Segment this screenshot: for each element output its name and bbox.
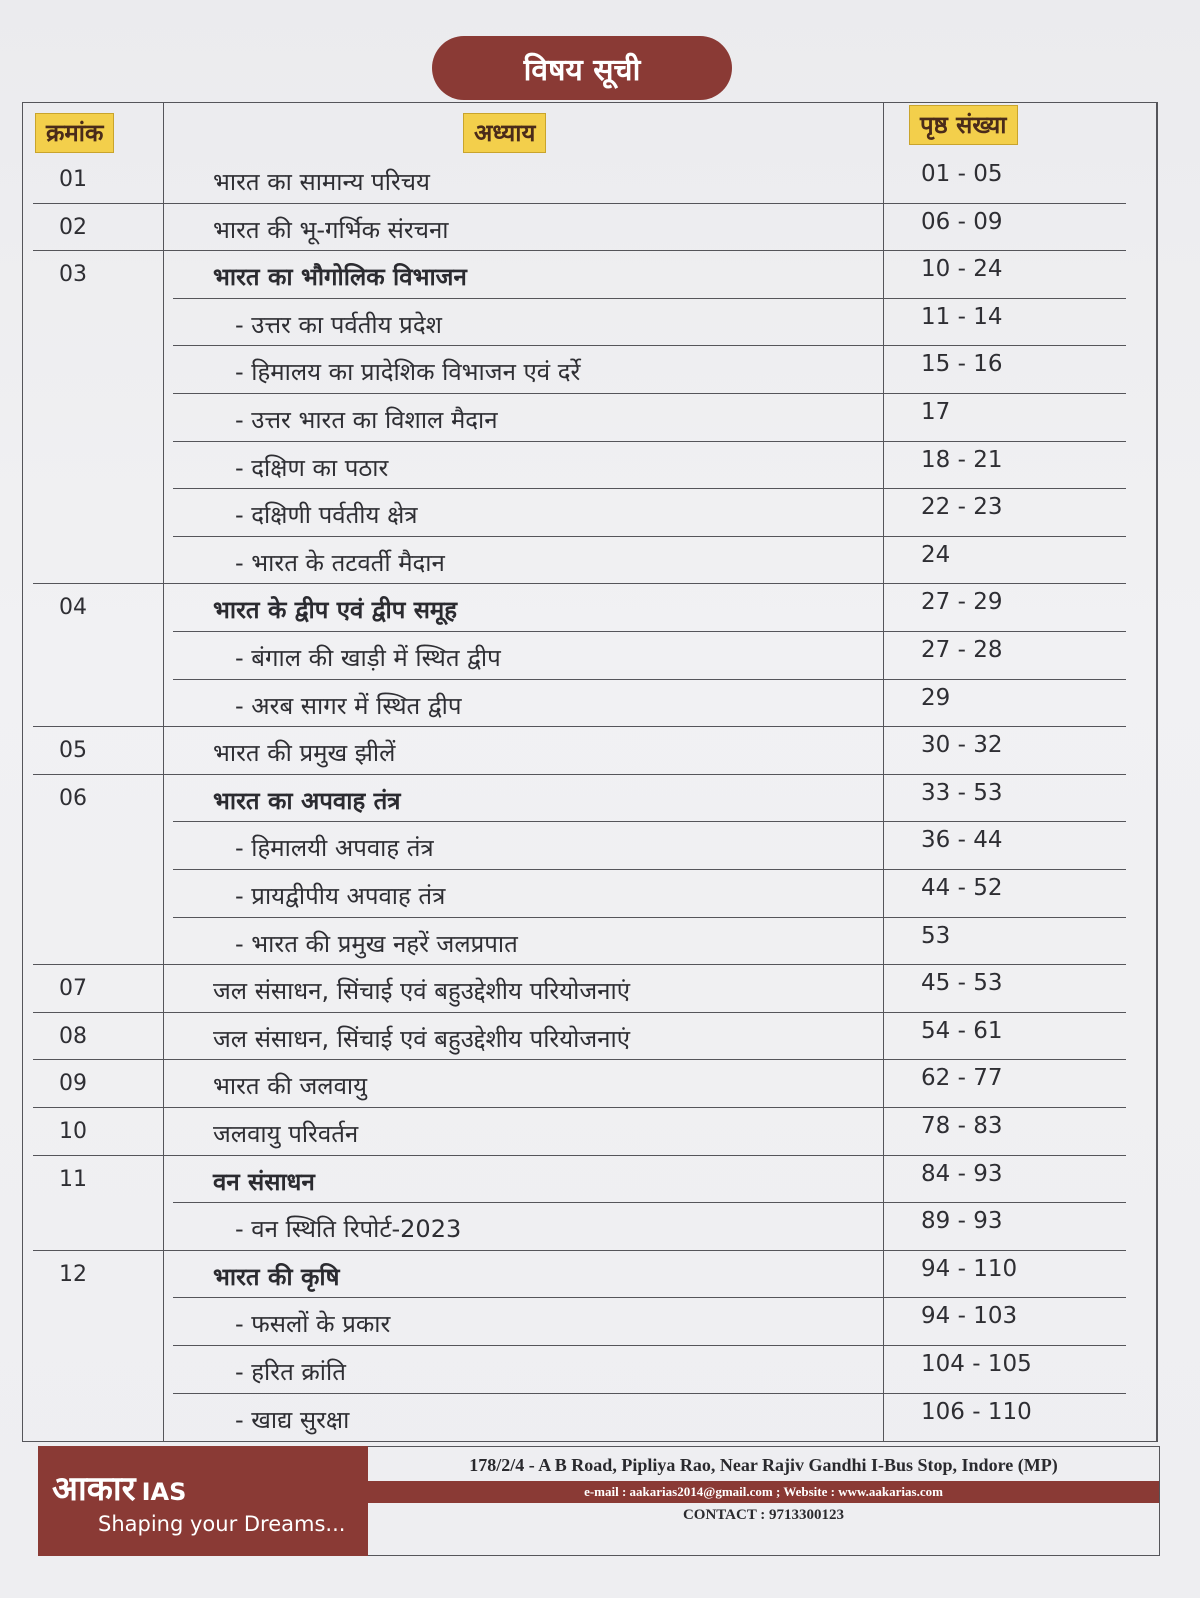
row-serial: 12: [59, 1261, 87, 1287]
row-pages: 15 - 16: [921, 351, 1003, 378]
toc-row: [23, 298, 1156, 346]
toc-row: [23, 1297, 1156, 1345]
email-website: e-mail : aakarias2014@gmail.com ; Website : www.aakarias.com: [368, 1481, 1159, 1503]
row-pages: 94 - 110: [921, 1255, 1018, 1282]
toc-row: [23, 1202, 1156, 1250]
row-chapter: - फसलों के प्रकार: [235, 1310, 391, 1339]
row-chapter: - हरित क्रांति: [235, 1358, 346, 1386]
toc-row: [23, 726, 1156, 774]
row-pages: 53: [921, 922, 951, 949]
row-pages: 104 - 105: [921, 1351, 1032, 1377]
toc-row: [23, 1107, 1156, 1155]
row-chapter: - हिमालयी अपवाह तंत्र: [235, 834, 434, 863]
toc-row: [23, 1345, 1156, 1393]
row-serial: 01: [59, 167, 87, 192]
contact-number: CONTACT : 9713300123: [682, 1507, 845, 1523]
toc-row: [23, 679, 1156, 727]
row-chapter: - हिमालय का प्रादेशिक विभाजन एवं दर्रे: [235, 358, 581, 387]
row-pages: 84 - 93: [921, 1160, 1003, 1187]
row-serial: 02: [59, 214, 87, 240]
row-chapter: वन संसाधन: [213, 1167, 315, 1196]
toc-row: [23, 393, 1156, 441]
row-chapter: भारत की प्रमुख झीलें: [213, 739, 396, 768]
toc-row: [23, 869, 1156, 917]
toc-row: [23, 1012, 1156, 1060]
row-chapter: - उत्तर भारत का विशाल मैदान: [235, 406, 498, 434]
row-pages: 45 - 53: [921, 970, 1003, 997]
row-chapter: - भारत की प्रमुख नहरें जलप्रपात: [235, 929, 518, 958]
row-pages: 22 - 23: [921, 494, 1003, 521]
row-pages: 36 - 44: [921, 827, 1003, 854]
row-chapter: - खाद्य सुरक्षा: [235, 1405, 350, 1434]
address-box: [368, 1446, 1160, 1556]
row-chapter: - दक्षिण का पठार: [235, 453, 389, 482]
toc-table: [22, 102, 1158, 1442]
row-pages: 18 - 21: [921, 446, 1003, 473]
row-pages: 33 - 53: [921, 779, 1003, 806]
toc-row: [23, 203, 1156, 251]
row-chapter: जलवायु परिवर्तन: [213, 1120, 359, 1148]
toc-row: [23, 821, 1156, 869]
row-chapter: - उत्तर का पर्वतीय प्रदेश: [235, 310, 442, 339]
row-pages: 44 - 52: [921, 875, 1003, 901]
row-pages: 30 - 32: [921, 732, 1003, 759]
toc-row: [23, 1250, 1156, 1298]
row-pages: 78 - 83: [921, 1113, 1003, 1139]
row-serial: 11: [59, 1166, 87, 1192]
toc-row: [23, 1059, 1156, 1107]
header-serial: क्रमांक: [35, 113, 114, 153]
row-chapter: - अरब सागर में स्थित द्वीप: [235, 691, 462, 720]
row-pages: 27 - 29: [921, 589, 1003, 616]
row-chapter: भारत की कृषि: [213, 1262, 340, 1291]
toc-row: [23, 1393, 1156, 1441]
toc-row: [23, 155, 1156, 203]
brand-logo: [52, 1464, 186, 1510]
header-chapter: अध्याय: [463, 113, 546, 153]
toc-row: [23, 917, 1156, 965]
row-pages: 29: [921, 684, 951, 711]
row-serial: 08: [59, 1023, 87, 1049]
row-serial: 04: [59, 595, 87, 621]
toc-row: [23, 583, 1156, 631]
brand-tagline: Shaping your Dreams...: [98, 1512, 346, 1536]
toc-row: [23, 441, 1156, 489]
row-pages: 10 - 24: [921, 256, 1003, 283]
row-serial: 07: [59, 976, 87, 1002]
brand-name: आकार: [52, 1469, 136, 1509]
row-chapter: भारत की जलवायु: [213, 1072, 368, 1101]
row-pages: 24: [921, 541, 951, 568]
row-pages: 62 - 77: [921, 1065, 1003, 1092]
toc-row: [23, 536, 1156, 584]
row-chapter: भारत के द्वीप एवं द्वीप समूह: [213, 596, 458, 625]
row-pages: 27 - 28: [921, 637, 1003, 663]
row-serial: 03: [59, 262, 87, 288]
address-text: 178/2/4 - A B Road, Pipliya Rao, Near Rajiv Gandhi I-Bus Stop, Indore (MP): [469, 1455, 1058, 1475]
row-chapter: - भारत के तटवर्ती मैदान: [235, 548, 445, 577]
toc-row: [23, 631, 1156, 679]
row-chapter: - वन स्थिति रिपोर्ट-2023: [235, 1215, 462, 1244]
toc-row: [23, 774, 1156, 822]
row-serial: 06: [59, 785, 87, 811]
row-pages: 01 - 05: [921, 161, 1003, 187]
row-pages: 17: [921, 399, 951, 425]
row-chapter: - बंगाल की खाड़ी में स्थित द्वीप: [235, 644, 501, 672]
row-chapter: - दक्षिणी पर्वतीय क्षेत्र: [235, 501, 418, 530]
row-pages: 11 - 14: [921, 303, 1003, 330]
row-serial: 05: [59, 738, 87, 764]
toc-row: [23, 1155, 1156, 1203]
toc-row: [23, 964, 1156, 1012]
row-chapter: भारत का अपवाह तंत्र: [213, 786, 401, 815]
brand-suffix: IAS: [141, 1478, 187, 1506]
page-title: विषय सूची: [432, 36, 732, 100]
row-chapter: भारत का सामान्य परिचय: [213, 168, 430, 196]
row-pages: 106 - 110: [921, 1398, 1032, 1425]
row-chapter: जल संसाधन, सिंचाई एवं बहुउद्देशीय परियोजनाएं: [213, 977, 630, 1006]
footer: [38, 1446, 1160, 1556]
row-chapter: जल संसाधन, सिंचाई एवं बहुउद्देशीय परियोजनाएं: [213, 1024, 630, 1053]
row-chapter: - प्रायद्वीपीय अपवाह तंत्र: [235, 882, 446, 910]
row-serial: 09: [59, 1071, 87, 1097]
row-pages: 54 - 61: [921, 1017, 1003, 1044]
row-chapter: भारत की भू-गर्भिक संरचना: [213, 215, 449, 244]
toc-row: [23, 488, 1156, 536]
header-pages: पृष्ठ संख्या: [909, 105, 1018, 145]
brand-box: [38, 1446, 368, 1556]
row-pages: 06 - 09: [921, 208, 1003, 235]
row-pages: 94 - 103: [921, 1303, 1018, 1330]
row-pages: 89 - 93: [921, 1208, 1003, 1235]
row-chapter: भारत का भौगोलिक विभाजन: [213, 263, 467, 292]
toc-row: [23, 345, 1156, 393]
row-serial: 10: [59, 1119, 87, 1144]
toc-row: [23, 250, 1156, 298]
